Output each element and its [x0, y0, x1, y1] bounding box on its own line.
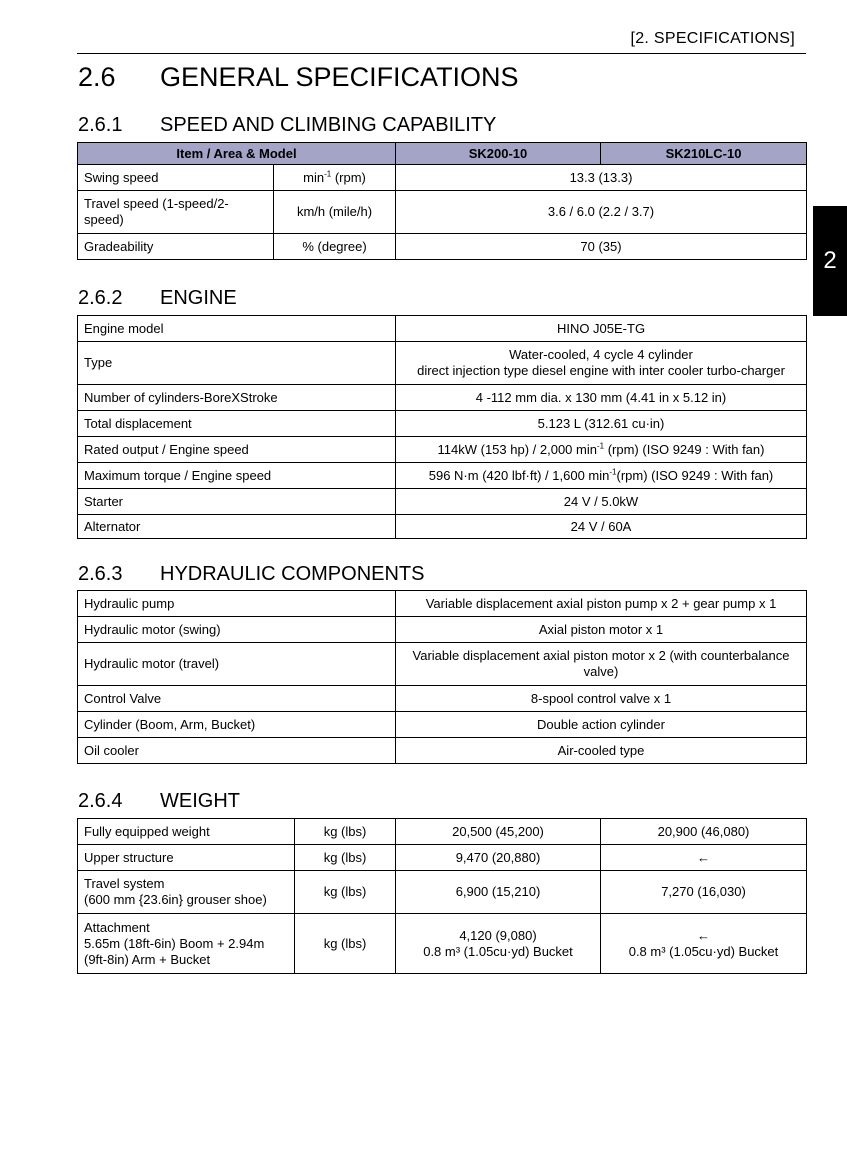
weight-heading: [78, 790, 240, 813]
weight-heading-number: 2.6.4: [78, 790, 123, 812]
section-title: [78, 62, 519, 93]
table-row: [78, 515, 807, 539]
engine-heading: [78, 287, 237, 310]
row-value: 4 -112 mm dia. x 130 mm (4.41 in x 5.12 in): [396, 385, 807, 411]
row-item: Upper structure: [78, 845, 295, 871]
row-item: Alternator: [78, 515, 396, 539]
table-row: [78, 437, 807, 463]
table-row: [78, 643, 807, 686]
row-item: Fully equipped weight: [78, 819, 295, 845]
table-row: [78, 463, 807, 489]
header-sk210: SK210LC-10: [601, 143, 807, 165]
table-row: [78, 234, 807, 260]
row-sk200: 4,120 (9,080) 0.8 m³ (1.05cu·yd) Bucket: [396, 914, 601, 974]
table-row: [78, 914, 807, 974]
speed-table: [77, 142, 807, 260]
row-sk200: 6,900 (15,210): [396, 871, 601, 914]
hydraulic-heading-number: 2.6.3: [78, 563, 123, 585]
row-value: Water-cooled, 4 cycle 4 cylinder direct injection type diesel engine with inter cooler turbo-charger: [396, 342, 807, 385]
row-item: Attachment 5.65m (18ft-6in) Boom + 2.94m (9ft-8in) Arm + Bucket: [78, 914, 295, 974]
row-value: 8-spool control valve x 1: [396, 686, 807, 712]
table-row: [78, 342, 807, 385]
table-row: [78, 712, 807, 738]
row-item: Type: [78, 342, 396, 385]
engine-heading-text: ENGINE: [160, 287, 237, 309]
speed-heading-number: 2.6.1: [78, 114, 123, 136]
row-unit: $\min^{-1} (rpm)$: [274, 165, 396, 191]
table-row: [78, 411, 807, 437]
header-item-model: Item / Area & Model: [78, 143, 396, 165]
row-value: Axial piston motor x 1: [396, 617, 807, 643]
table-row: [78, 316, 807, 342]
row-value: 596 N·m (420 lbf·ft) / 1,600 $\min^{-1}(rpm)$ (ISO 9249 : With fan): [396, 463, 807, 489]
chapter-tab: 2: [813, 206, 847, 316]
header-rule: [77, 53, 806, 54]
header-sk200: SK200-10: [396, 143, 601, 165]
row-item: Rated output / Engine speed: [78, 437, 396, 463]
row-unit: km/h (mile/h): [274, 191, 396, 234]
row-sk210: 7,270 (16,030): [601, 871, 807, 914]
row-unit: % (degree): [274, 234, 396, 260]
table-row: [78, 191, 807, 234]
table-row: [78, 871, 807, 914]
table-row: [78, 591, 807, 617]
row-value: Variable displacement axial piston motor x 2 (with counterbalance valve): [396, 643, 807, 686]
table-row: [78, 819, 807, 845]
row-item: Number of cylinders-BoreXStroke: [78, 385, 396, 411]
row-sk210: ←: [601, 845, 807, 871]
engine-heading-number: 2.6.2: [78, 287, 123, 309]
table-row: [78, 617, 807, 643]
section-title-text: GENERAL SPECIFICATIONS: [160, 62, 519, 92]
row-value: Variable displacement axial piston pump x 2 + gear pump x 1: [396, 591, 807, 617]
row-value: 70 (35): [396, 234, 807, 260]
row-sk210: 20,900 (46,080): [601, 819, 807, 845]
table-row: [78, 738, 807, 764]
table-row: [78, 165, 807, 191]
row-value: 3.6 / 6.0 (2.2 / 3.7): [396, 191, 807, 234]
hydraulic-heading: [78, 563, 424, 586]
row-item: Hydraulic motor (swing): [78, 617, 396, 643]
row-item: Control Valve: [78, 686, 396, 712]
row-item: Engine model: [78, 316, 396, 342]
row-unit: kg (lbs): [295, 871, 396, 914]
row-unit: kg (lbs): [295, 845, 396, 871]
hydraulic-table: [77, 590, 807, 764]
row-item: Travel speed (1-speed/2-speed): [78, 191, 274, 234]
engine-table: [77, 315, 807, 539]
row-value: 5.123 L (312.61 cu·in): [396, 411, 807, 437]
speed-heading: [78, 114, 496, 137]
table-row: [78, 686, 807, 712]
row-item: Gradeability: [78, 234, 274, 260]
row-value: 24 V / 5.0kW: [396, 489, 807, 515]
table-row: [78, 489, 807, 515]
table-row: [78, 385, 807, 411]
row-item: Cylinder (Boom, Arm, Bucket): [78, 712, 396, 738]
row-value: HINO J05E-TG: [396, 316, 807, 342]
table-header-row: [78, 143, 807, 165]
running-header: [2. SPECIFICATIONS]: [630, 30, 795, 47]
row-item: Maximum torque / Engine speed: [78, 463, 396, 489]
row-item: Oil cooler: [78, 738, 396, 764]
weight-heading-text: WEIGHT: [160, 790, 240, 812]
hydraulic-heading-text: HYDRAULIC COMPONENTS: [160, 563, 425, 585]
row-sk200: 20,500 (45,200): [396, 819, 601, 845]
row-sk210: ← 0.8 m³ (1.05cu·yd) Bucket: [601, 914, 807, 974]
row-unit: kg (lbs): [295, 819, 396, 845]
row-item: Hydraulic pump: [78, 591, 396, 617]
row-value: 13.3 (13.3): [396, 165, 807, 191]
weight-table: [77, 818, 807, 974]
speed-heading-text: SPEED AND CLIMBING CAPABILITY: [160, 114, 497, 136]
table-row: [78, 845, 807, 871]
row-value: 114kW (153 hp) / 2,000 $\min^{-1} (rpm)$ (ISO 9249 : With fan): [396, 437, 807, 463]
row-item: Swing speed: [78, 165, 274, 191]
row-item: Starter: [78, 489, 396, 515]
row-value: 24 V / 60A: [396, 515, 807, 539]
row-item: Hydraulic motor (travel): [78, 643, 396, 686]
section-number: 2.6: [78, 62, 116, 92]
row-value: Double action cylinder: [396, 712, 807, 738]
row-sk200: 9,470 (20,880): [396, 845, 601, 871]
row-unit: kg (lbs): [295, 914, 396, 974]
row-item: Total displacement: [78, 411, 396, 437]
row-item: Travel system (600 mm {23.6in} grouser shoe): [78, 871, 295, 914]
row-value: Air-cooled type: [396, 738, 807, 764]
